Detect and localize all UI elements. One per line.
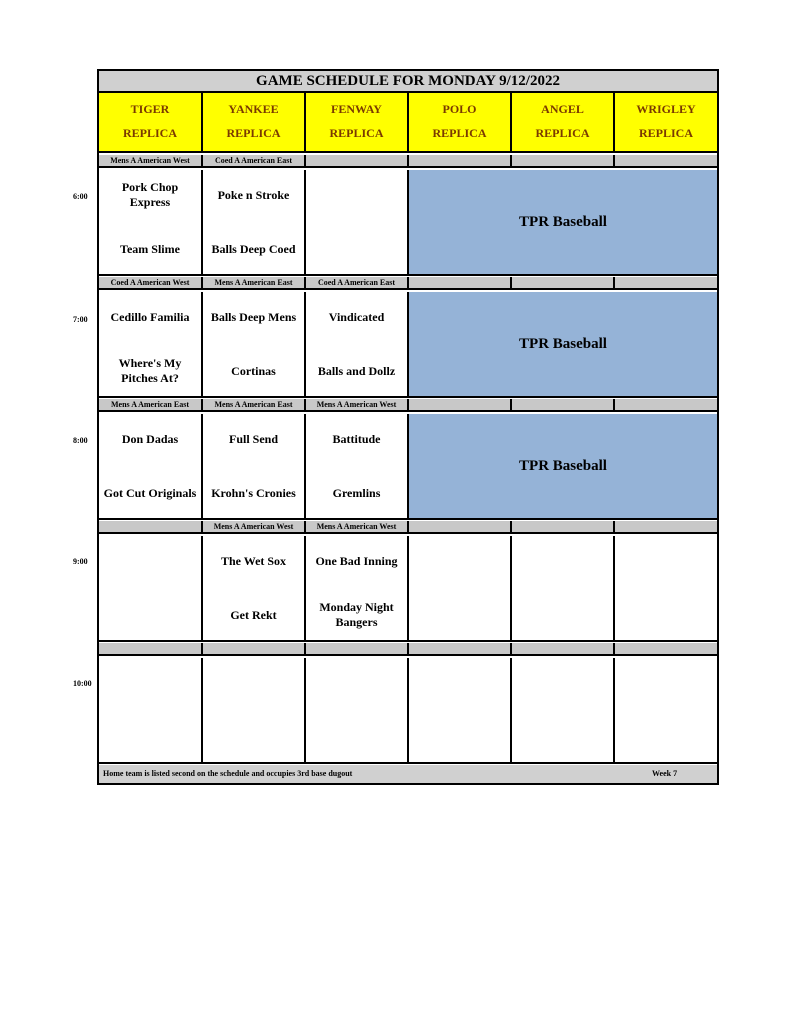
game-cell [512,536,615,642]
field-name: WRIGLEY [636,102,696,116]
reserved-label: TPR Baseball [519,336,607,352]
team-two [617,598,715,632]
game-cell [203,292,306,398]
team-one: Don Dadas [121,431,179,446]
team-one [617,544,715,578]
team-two [617,720,715,754]
field-header-fenway [306,93,409,153]
team-two: Balls and Dollz [317,363,396,378]
game-cell [512,658,615,764]
team-two [205,720,302,754]
division-label [615,643,717,656]
team-two: Krohn's Cronies [211,485,296,500]
division-label: Mens A American West [203,521,306,534]
division-label [306,155,409,168]
division-label: Coed A American East [306,277,409,290]
time-label-7: 7:00 [73,315,88,324]
team-one [308,666,405,700]
game-cell [409,658,512,764]
game-cell [203,536,306,642]
team-one: Battitude [332,431,381,446]
division-label: Mens A American West [306,521,409,534]
team-one: One Bad Inning [315,553,398,568]
team-two: Cortinas [231,363,276,378]
time-label-9: 9:00 [73,557,88,566]
team-two [308,720,405,754]
division-label [99,521,203,534]
division-label: Mens A American East [203,399,306,412]
field-header-wrigley [615,93,717,153]
team-one: Vindicated [328,309,385,324]
reserved-block [409,414,717,520]
division-label [409,155,512,168]
team-two [101,598,199,632]
team-two [308,232,405,266]
team-two: Team Slime [120,241,180,256]
division-label: Coed A American West [99,277,203,290]
reserved-block [409,292,717,398]
team-two [411,598,508,632]
team-one [617,666,715,700]
division-label [409,399,512,412]
field-name: ANGEL [541,102,584,116]
division-label [409,643,512,656]
team-one: Balls Deep Mens [210,309,297,324]
game-cell [615,658,717,764]
division-label: Coed A American East [203,155,306,168]
team-two: Got Cut Originals [103,485,197,500]
team-two [514,598,611,632]
time-label-10: 10:00 [73,679,92,688]
team-two [101,720,199,754]
team-one [308,178,405,212]
page-title: GAME SCHEDULE FOR MONDAY 9/12/2022 [99,71,717,93]
division-label [615,521,717,534]
team-one [205,666,302,700]
division-label [512,277,615,290]
team-one: Poke n Stroke [217,187,290,202]
field-sub: REPLICA [122,126,177,140]
division-label [306,643,409,656]
reserved-label: TPR Baseball [519,458,607,474]
game-cell [615,536,717,642]
game-cell [306,658,409,764]
team-one: Cedillo Familia [110,309,190,324]
field-sub: REPLICA [329,126,384,140]
team-one: Full Send [228,431,279,446]
field-sub: REPLICA [638,126,693,140]
game-cell [409,536,512,642]
game-cell [203,414,306,520]
game-cell [203,170,306,276]
field-name: FENWAY [331,102,382,116]
team-two: Get Rekt [230,607,277,622]
field-header-polo [409,93,512,153]
field-header-angel [512,93,615,153]
division-label: Mens A American West [306,399,409,412]
field-sub: REPLICA [432,126,487,140]
field-name: YANKEE [228,102,279,116]
team-one [101,544,199,578]
time-label-6: 6:00 [73,192,88,201]
field-header-yankee [203,93,306,153]
division-label [512,521,615,534]
footer-note: Home team is listed second on the schedule and occupies 3rd base dugout [103,769,353,778]
team-one [411,666,508,700]
game-cell [306,536,409,642]
division-label [409,521,512,534]
team-one [101,666,199,700]
division-label: Mens A American West [99,155,203,168]
field-header-tiger [99,93,203,153]
field-sub: REPLICA [535,126,590,140]
division-label [203,643,306,656]
week-label: Week 7 [652,769,678,778]
reserved-label: TPR Baseball [519,214,607,230]
division-label [615,399,717,412]
division-label: Mens A American East [203,277,306,290]
division-label [615,277,717,290]
division-label [615,155,717,168]
division-label [512,643,615,656]
game-cell [306,414,409,520]
division-label [409,277,512,290]
team-two [411,720,508,754]
game-cell [306,292,409,398]
field-name: POLO [442,102,477,116]
field-name: TIGER [130,102,170,116]
game-cell [99,536,203,642]
field-sub: REPLICA [226,126,281,140]
game-cell [99,414,203,520]
footer [99,765,717,783]
team-two: Balls Deep Coed [211,241,296,256]
team-two: Monday Night Bangers [319,600,394,629]
division-label [512,155,615,168]
team-one: The Wet Sox [220,553,287,568]
team-one [514,544,611,578]
team-two: Gremlins [332,485,381,500]
game-cell [99,658,203,764]
division-label: Mens A American East [99,399,203,412]
division-label [512,399,615,412]
team-two [514,720,611,754]
team-two: Where's My Pitches At? [118,356,182,385]
team-one: Pork Chop Express [121,180,179,209]
game-cell [306,170,409,276]
game-cell [99,170,203,276]
reserved-block [409,170,717,276]
game-cell [99,292,203,398]
team-one [514,666,611,700]
team-one [411,544,508,578]
time-label-8: 8:00 [73,436,88,445]
division-label [99,643,203,656]
game-cell [203,658,306,764]
schedule-table [97,69,719,785]
